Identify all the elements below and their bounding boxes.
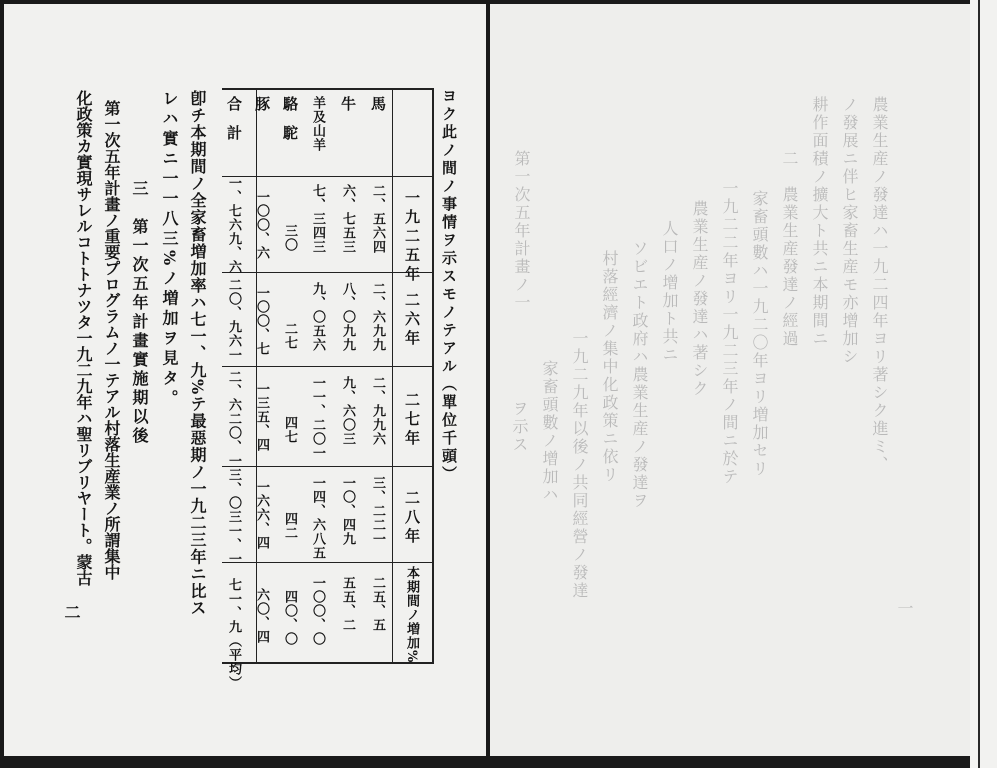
table-cell: 一〇〇、六	[254, 190, 269, 260]
table-cell: 二七	[282, 322, 297, 350]
row-label: 駱駝	[281, 96, 299, 154]
paragraph-line: レハ實ニ一一八三%ノ増加ヲ見タ。	[160, 90, 179, 410]
table-header: 二七年	[403, 392, 421, 449]
table-cell: 一六六、四	[254, 480, 269, 550]
table-cell: 三、二二一	[370, 476, 385, 546]
table-cell: 一〇〇、七	[254, 286, 269, 356]
faint-line: 耕作面積ノ擴大ト共ニ本期間ニ	[810, 96, 829, 348]
row-label: 馬	[369, 96, 387, 115]
table-cell: 四二	[282, 512, 297, 540]
table-cell: 七、三四三	[310, 184, 325, 254]
faint-line: 二 農業生産發達ノ經過	[780, 150, 799, 348]
table-cell: 七一、九（平均）	[226, 578, 241, 690]
faint-line: 一九二九年以後ノ共同經營ノ發達	[570, 330, 589, 600]
faint-line: 家畜頭數ノ增加ハ	[540, 360, 559, 504]
faint-line: ノ發展ニ伴ヒ家畜生産モ亦增加シ	[840, 96, 859, 366]
page-edge	[970, 0, 997, 768]
table-cell: 一〇〇、〇	[310, 576, 325, 646]
faint-line: 農業生産ノ發達ハ一九二四年ヨリ著シク進ミ、	[870, 96, 889, 474]
row-label: 牛	[339, 96, 357, 115]
row-label: 羊及山羊	[310, 96, 325, 152]
table-cell: 六〇、四	[254, 588, 269, 644]
table-cell: 五五、二	[340, 576, 355, 632]
table-header: 二八年	[403, 490, 421, 547]
table-cell: 三〇	[282, 224, 297, 252]
faint-line: 家畜頭數ハ一九二〇年ヨリ増加セリ	[750, 190, 769, 478]
table-cell: 一三五、四	[254, 382, 269, 452]
table-cell: 九、六〇三	[340, 376, 355, 446]
paragraph-line: 第一次五年計畫ノ重要プログラムノ一テアル村落生産業ノ所謂集中	[102, 100, 121, 580]
table-cell: 二、六二〇、一	[226, 370, 241, 468]
paragraph-line: 化政策カ實現サレルコトトナツタ一九二九年ハ聖リブリヤート。蒙古	[74, 90, 93, 586]
faint-line: ヲ示ス	[510, 400, 529, 454]
table-cell: 一四、六八五	[310, 476, 325, 560]
faint-line: 村落經濟ノ集中化政策ニ依リ	[600, 250, 619, 484]
row-label: 豚	[253, 96, 271, 115]
faint-line: 一九二二年ヨリ一九二三年ノ間ニ於テ	[720, 180, 739, 486]
table-cell: 四七	[282, 416, 297, 444]
table-cell: 二五、五	[370, 576, 385, 632]
table-title: ヨク此ノ間ノ事情ヲ示スモノテアル（單位千頭）	[440, 88, 458, 484]
table-cell: 九、〇五六	[310, 282, 325, 352]
table-cell: 三、〇三一、一	[226, 468, 241, 566]
table-header: 二六年	[403, 292, 421, 349]
table-header: 本期間ノ増加%	[404, 566, 419, 664]
table-cell: 一〇、四九	[340, 476, 355, 546]
table-cell: 四〇、〇	[282, 590, 297, 646]
page-number: 二	[62, 604, 81, 622]
margin-note: 一	[895, 600, 914, 618]
table-header: 一九二五年	[403, 190, 421, 285]
table-cell: 八、〇九九	[340, 282, 355, 352]
paragraph-line: 卽チ本期間ノ全家畜増加率ハ七一、九%テ最惡期ノ一九二三年ニ比ス	[188, 90, 207, 617]
faint-line: 農業生産ノ發達ハ著シク	[690, 200, 709, 398]
section-heading: 三 第一次五年計畫實施期以後	[130, 180, 149, 446]
table-cell: 二、五六四	[370, 184, 385, 254]
table-cell: 一一、二〇一	[310, 376, 325, 460]
faint-line: 人口ノ增加ト共ニ	[660, 220, 679, 364]
table-cell: 一、七六九、六	[226, 176, 241, 274]
table-cell: 二〇、九六一	[226, 278, 241, 362]
faint-line: 第一次五年計畫ノ一	[512, 150, 531, 312]
row-label: 合計	[225, 96, 243, 154]
table-cell: 二、九九六	[370, 376, 385, 446]
faint-line: ソビエト政府ハ農業生産ノ發達ヲ	[630, 240, 649, 510]
table-cell: 六、七五三	[340, 184, 355, 254]
table-cell: 二、六九九	[370, 282, 385, 352]
